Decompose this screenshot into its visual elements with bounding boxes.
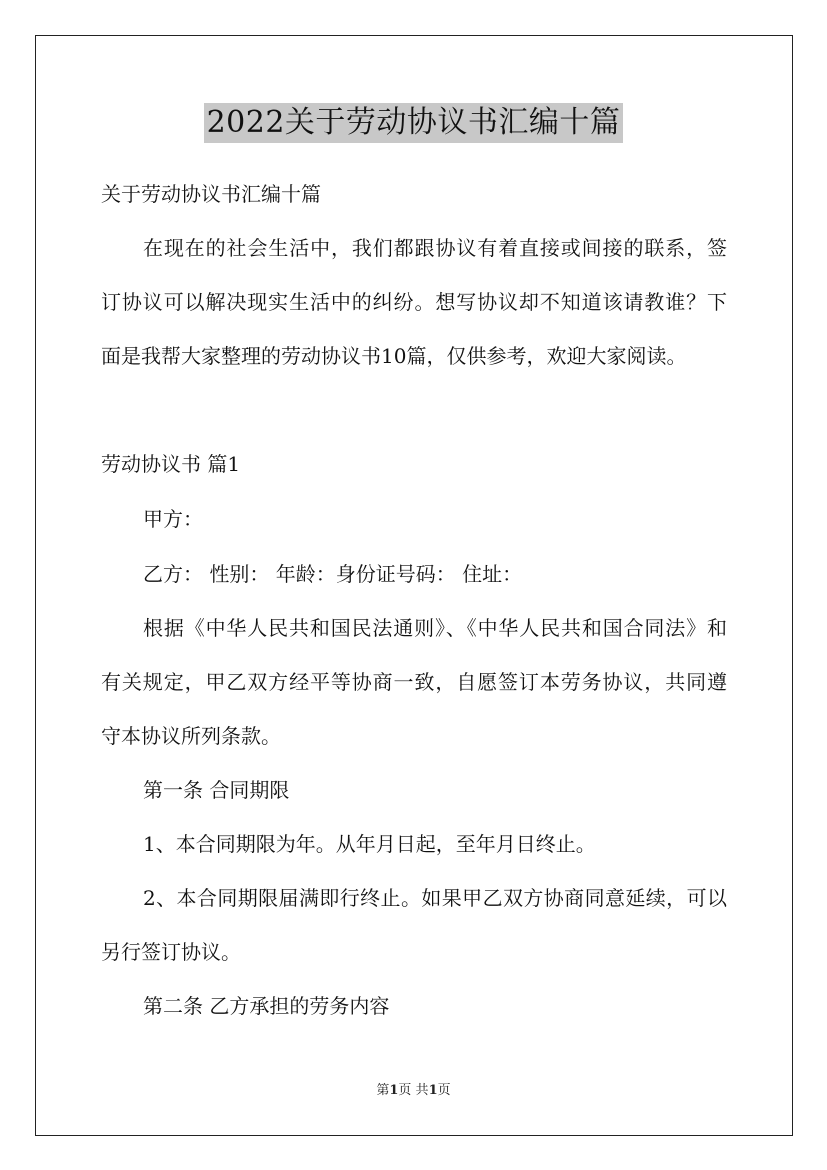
footer-suffix: 页 xyxy=(437,1083,451,1098)
basis-line-1: 根据《中华人民共和国民法通则》、《中华人民共和国合同法》和 xyxy=(143,616,727,640)
footer-page-current: 1 xyxy=(389,1083,399,1098)
page-footer xyxy=(0,1082,827,1100)
document-subtitle: 关于劳动协议书汇编十篇 xyxy=(101,182,321,206)
footer-page-total: 1 xyxy=(428,1083,438,1098)
article-1-item-2-line-2: 另行签订协议。 xyxy=(101,940,241,964)
section-heading: 劳动协议书 篇1 xyxy=(101,452,241,476)
basis-line-3: 守本协议所列条款。 xyxy=(101,724,281,748)
article-1-item-2-line-1: 2、本合同期限届满即行终止。如果甲乙双方协商同意延续，可以 xyxy=(143,886,727,910)
intro-line-1: 在现在的社会生活中，我们都跟协议有着直接或间接的联系，签 xyxy=(143,236,727,260)
title-container xyxy=(0,103,827,143)
article-1-heading: 第一条 合同期限 xyxy=(143,778,290,802)
basis-line-2: 有关规定，甲乙双方经平等协商一致，自愿签订本劳务协议，共同遵 xyxy=(101,670,727,694)
party-a-line: 甲方： xyxy=(143,507,203,531)
party-b-line: 乙方： 性别： 年龄：身份证号码： 住址： xyxy=(143,562,523,586)
intro-line-2: 订协议可以解决现实生活中的纠纷。想写协议却不知道该请教谁？下 xyxy=(101,290,727,314)
document-title: 2022关于劳动协议书汇编十篇 xyxy=(204,103,624,143)
article-2-heading: 第二条 乙方承担的劳务内容 xyxy=(143,994,390,1018)
article-1-item-1: 1、本合同期限为年。从年月日起，至年月日终止。 xyxy=(143,832,596,856)
intro-line-3: 面是我帮大家整理的劳动协议书10篇，仅供参考，欢迎大家阅读。 xyxy=(101,344,687,368)
footer-middle: 页 共 xyxy=(398,1083,429,1098)
footer-prefix: 第 xyxy=(376,1083,390,1098)
